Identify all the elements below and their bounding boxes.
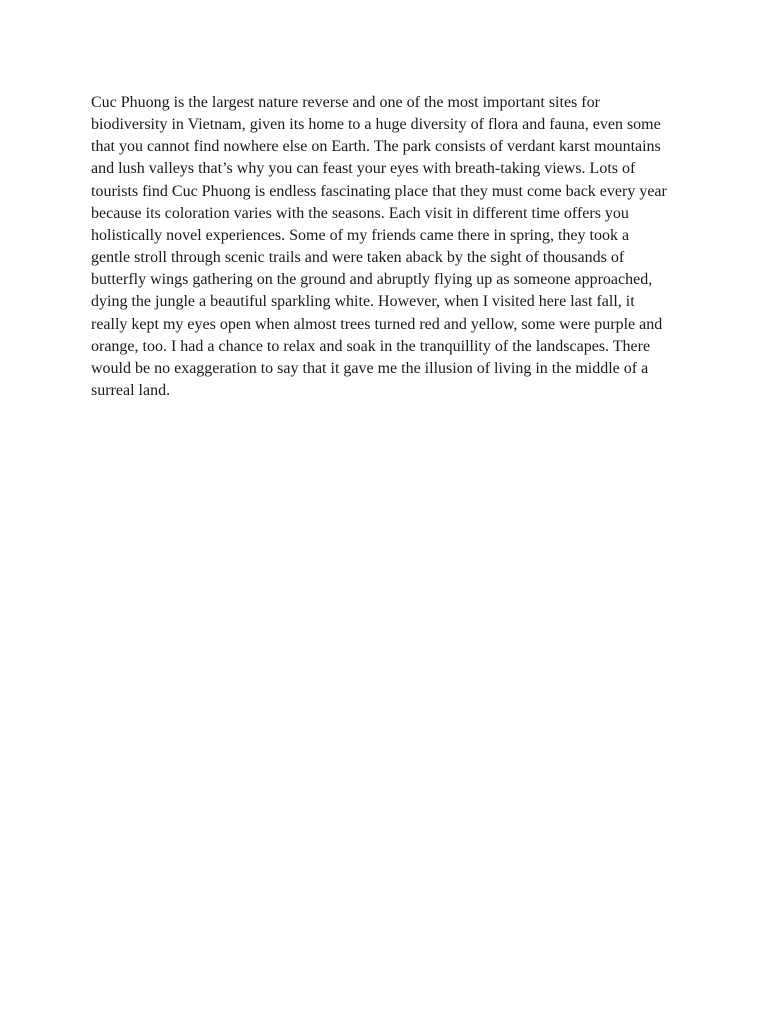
paragraph-line: because its coloration varies with the seasons. Each visit in different time offers you <box>91 204 629 222</box>
paragraph-line: that you cannot find nowhere else on Earth. The park consists of verdant karst mountains <box>91 138 661 156</box>
paragraph-line: tourists find Cuc Phuong is endless fascinating place that they must come back every year <box>91 182 667 200</box>
paragraph-line: surreal land. <box>91 382 171 400</box>
body-paragraph <box>91 92 691 402</box>
paragraph-line: really kept my eyes open when almost trees turned red and yellow, some were purple and <box>91 315 663 333</box>
paragraph-line: dying the jungle a beautiful sparkling white. However, when I visited here last fall, it <box>91 293 635 311</box>
paragraph-line: holistically novel experiences. Some of my friends came there in spring, they took a <box>91 226 630 244</box>
paragraph-line: biodiversity in Vietnam, given its home to a huge diversity of flora and fauna, even some <box>91 116 661 134</box>
paragraph-line: orange, too. I had a chance to relax and soak in the tranquillity of the landscapes. There <box>91 337 651 355</box>
paragraph-line: would be no exaggeration to say that it gave me the illusion of living in the middle of a <box>91 359 649 377</box>
paragraph-line: and lush valleys that’s why you can feast your eyes with breath-taking views. Lots of <box>91 160 636 178</box>
paragraph-line: butterfly wings gathering on the ground and abruptly flying up as someone approached, <box>91 271 653 289</box>
paragraph-line: Cuc Phuong is the largest nature reverse and one of the most important sites for <box>91 94 600 111</box>
paragraph-line: gentle stroll through scenic trails and were taken aback by the sight of thousands of <box>91 249 625 267</box>
